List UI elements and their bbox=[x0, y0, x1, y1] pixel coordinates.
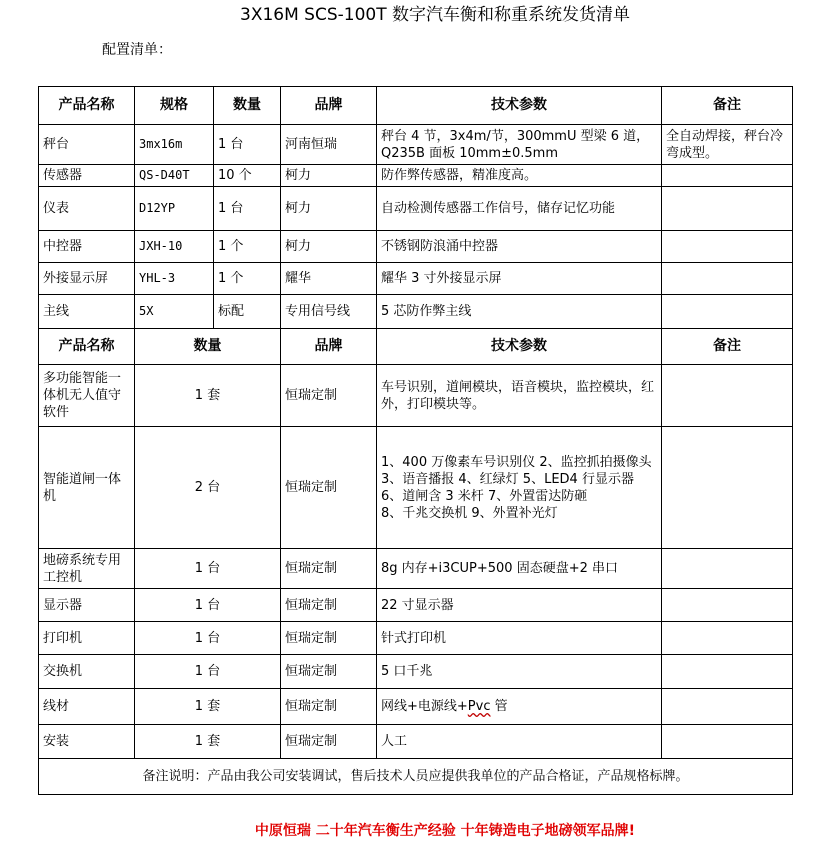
table-row bbox=[39, 622, 793, 655]
cell-name: 仪表 bbox=[39, 187, 135, 231]
cell-tech: 自动检测传感器工作信号，储存记忆功能 bbox=[377, 187, 662, 231]
cell-note bbox=[662, 165, 793, 187]
tech-line: 6、道闸含 3 米杆 7、外置雷达防砸 bbox=[381, 488, 588, 504]
cell-note bbox=[662, 427, 793, 549]
cell-qty: 1 台 bbox=[214, 187, 281, 231]
tech-line: Q235B 面板 10mm±0.5mm bbox=[381, 145, 558, 161]
tech-line: 8、千兆交换机 9、外置补光灯 bbox=[381, 505, 558, 521]
remark-row bbox=[39, 759, 793, 795]
cell-qty: 1 套 bbox=[135, 689, 281, 725]
cell-name: 打印机 bbox=[39, 622, 135, 655]
tech-line: 1、400 万像素车号识别仪 2、监控抓拍摄像头 bbox=[381, 454, 652, 470]
cell-tech: 车号识别，道闸模块，语音模块，监控模块，红外，打印模块等。 bbox=[377, 365, 662, 427]
tech-line: 3、语音播报 4、红绿灯 5、LED4 行显示器 bbox=[381, 471, 634, 487]
cell-name: 安装 bbox=[39, 725, 135, 759]
cell-brand: 柯力 bbox=[281, 231, 377, 263]
cell-brand: 恒瑞定制 bbox=[281, 725, 377, 759]
cell-brand: 恒瑞定制 bbox=[281, 589, 377, 622]
cell-qty: 1 台 bbox=[135, 549, 281, 589]
cell-qty: 10 个 bbox=[214, 165, 281, 187]
cell-name: 线材 bbox=[39, 689, 135, 725]
cell-name: 中控器 bbox=[39, 231, 135, 263]
table-row bbox=[39, 295, 793, 329]
cell-tech: 不锈钢防浪涌中控器 bbox=[377, 231, 662, 263]
cell-brand: 耀华 bbox=[281, 263, 377, 295]
cell-qty: 1 台 bbox=[214, 125, 281, 165]
remark-text: 备注说明：产品由我公司安装调试，售后技术人员应提供我单位的产品合格证，产品规格标牌。 bbox=[39, 759, 793, 795]
table-row bbox=[39, 187, 793, 231]
cell-tech bbox=[377, 427, 662, 549]
table-row bbox=[39, 549, 793, 589]
cell-tech: 耀华 3 寸外接显示屏 bbox=[377, 263, 662, 295]
header-quantity: 数量 bbox=[135, 329, 281, 365]
header-brand: 品牌 bbox=[281, 87, 377, 125]
cell-qty: 标配 bbox=[214, 295, 281, 329]
cell-spec: 5X bbox=[135, 295, 214, 329]
cell-spec: D12YP bbox=[135, 187, 214, 231]
cell-note bbox=[662, 187, 793, 231]
cell-qty: 1 台 bbox=[135, 655, 281, 689]
table-row bbox=[39, 365, 793, 427]
cell-name: 显示器 bbox=[39, 589, 135, 622]
spellcheck-underlined-text: Pvc bbox=[467, 699, 491, 714]
cell-name: 秤台 bbox=[39, 125, 135, 165]
header-product-name: 产品名称 bbox=[39, 87, 135, 125]
table-row bbox=[39, 655, 793, 689]
cell-spec: JXH-10 bbox=[135, 231, 214, 263]
cell-tech bbox=[377, 689, 662, 725]
cell-brand: 恒瑞定制 bbox=[281, 365, 377, 427]
cell-brand: 恒瑞定制 bbox=[281, 427, 377, 549]
company-slogan: 中原恒瑞 二十年汽车衡生产经验 十年铸造电子地磅领军品牌! bbox=[254, 823, 636, 839]
cell-name: 多功能智能一体机无人值守软件 bbox=[39, 365, 135, 427]
cell-name: 交换机 bbox=[39, 655, 135, 689]
header-tech-params: 技术参数 bbox=[377, 329, 662, 365]
header-tech-params: 技术参数 bbox=[377, 87, 662, 125]
tech-text: 网线+电源线+ bbox=[381, 699, 468, 714]
cell-note bbox=[662, 655, 793, 689]
cell-brand: 恒瑞定制 bbox=[281, 689, 377, 725]
config-list-label: 配置清单： bbox=[102, 42, 172, 58]
cell-note bbox=[662, 295, 793, 329]
cell-tech: 针式打印机 bbox=[377, 622, 662, 655]
cell-qty: 2 台 bbox=[135, 427, 281, 549]
table-row bbox=[39, 725, 793, 759]
cell-tech: 防作弊传感器，精准度高。 bbox=[377, 165, 662, 187]
document-title: 3X16M SCS-100T 数字汽车衡和称重系统发货清单 bbox=[240, 5, 630, 25]
cell-tech: 22 寸显示器 bbox=[377, 589, 662, 622]
cell-name: 外接显示屏 bbox=[39, 263, 135, 295]
cell-tech: 人工 bbox=[377, 725, 662, 759]
cell-brand: 柯力 bbox=[281, 165, 377, 187]
cell-tech bbox=[377, 125, 662, 165]
header-quantity: 数量 bbox=[214, 87, 281, 125]
header-product-name: 产品名称 bbox=[39, 329, 135, 365]
cell-qty: 1 个 bbox=[214, 231, 281, 263]
cell-note bbox=[662, 622, 793, 655]
cell-brand: 专用信号线 bbox=[281, 295, 377, 329]
cell-note bbox=[662, 263, 793, 295]
table-row bbox=[39, 165, 793, 187]
cell-spec: QS-D40T bbox=[135, 165, 214, 187]
header-remarks: 备注 bbox=[662, 329, 793, 365]
cell-tech: 8g 内存+i3CUP+500 固态硬盘+2 串口 bbox=[377, 549, 662, 589]
cell-note bbox=[662, 589, 793, 622]
cell-note bbox=[662, 689, 793, 725]
cell-brand: 柯力 bbox=[281, 187, 377, 231]
table-row bbox=[39, 427, 793, 549]
cell-spec: YHL-3 bbox=[135, 263, 214, 295]
cell-note bbox=[662, 549, 793, 589]
header-remarks: 备注 bbox=[662, 87, 793, 125]
table-row bbox=[39, 589, 793, 622]
header-brand: 品牌 bbox=[281, 329, 377, 365]
tech-line: 秤台 4 节，3x4m/节，300mmU 型梁 6 道， bbox=[381, 128, 650, 144]
shipping-list-table bbox=[38, 86, 793, 795]
table-header-row bbox=[39, 329, 793, 365]
table-row bbox=[39, 125, 793, 165]
cell-note bbox=[662, 365, 793, 427]
cell-qty: 1 台 bbox=[135, 622, 281, 655]
cell-tech: 5 口千兆 bbox=[377, 655, 662, 689]
cell-brand: 河南恒瑞 bbox=[281, 125, 377, 165]
cell-spec: 3mx16m bbox=[135, 125, 214, 165]
table-row bbox=[39, 263, 793, 295]
cell-name: 传感器 bbox=[39, 165, 135, 187]
cell-note bbox=[662, 725, 793, 759]
cell-brand: 恒瑞定制 bbox=[281, 655, 377, 689]
cell-qty: 1 套 bbox=[135, 365, 281, 427]
cell-name: 地磅系统专用工控机 bbox=[39, 549, 135, 589]
table-header-row bbox=[39, 87, 793, 125]
tech-text: 管 bbox=[490, 699, 508, 714]
header-spec: 规格 bbox=[135, 87, 214, 125]
table-row bbox=[39, 689, 793, 725]
cell-qty: 1 台 bbox=[135, 589, 281, 622]
cell-tech: 5 芯防作弊主线 bbox=[377, 295, 662, 329]
table-row bbox=[39, 231, 793, 263]
cell-brand: 恒瑞定制 bbox=[281, 622, 377, 655]
cell-name: 主线 bbox=[39, 295, 135, 329]
cell-brand: 恒瑞定制 bbox=[281, 549, 377, 589]
cell-note bbox=[662, 231, 793, 263]
cell-name: 智能道闸一体机 bbox=[39, 427, 135, 549]
cell-qty: 1 个 bbox=[214, 263, 281, 295]
cell-note: 全自动焊接，秤台冷弯成型。 bbox=[662, 125, 793, 165]
cell-qty: 1 套 bbox=[135, 725, 281, 759]
